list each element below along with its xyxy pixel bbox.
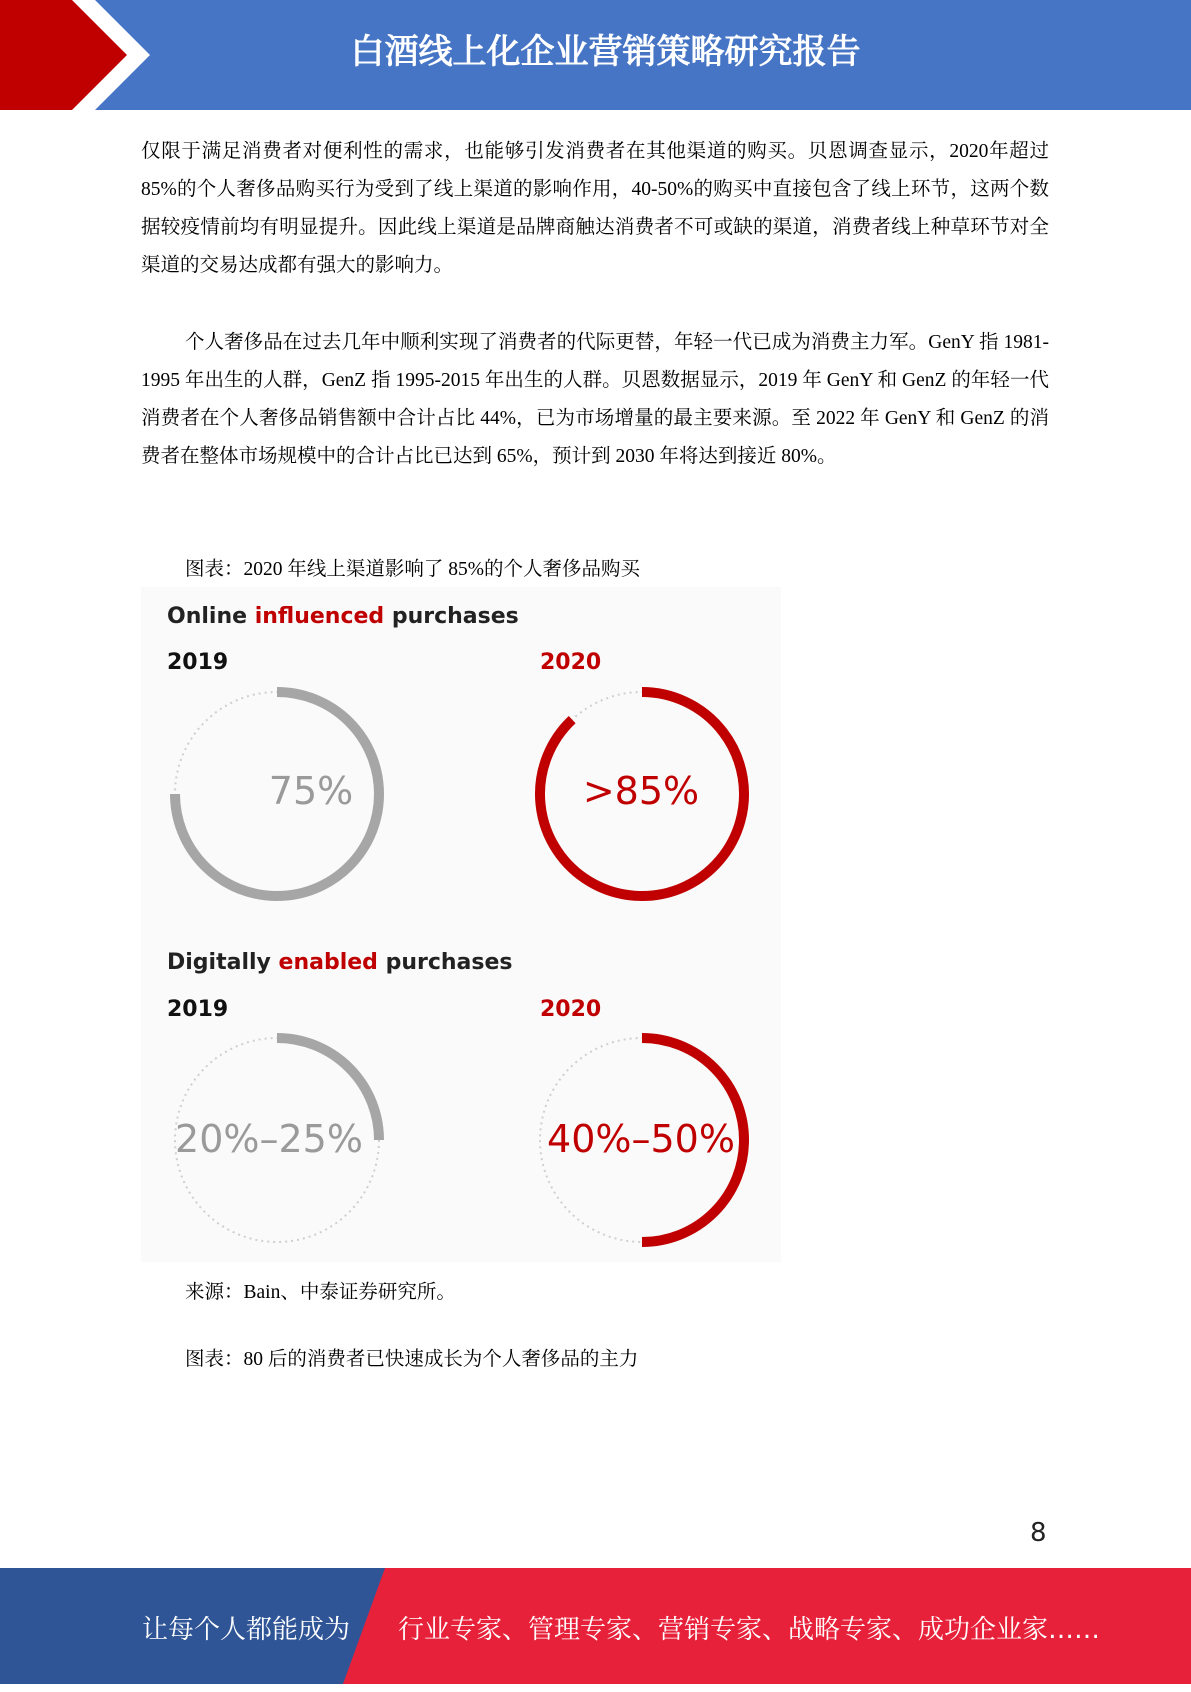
section-title-online: Online influenced purchases (167, 604, 519, 629)
body-paragraph-1: 仅限于满足消费者对便利性的需求，也能够引发消费者在其他渠道的购买。贝恩调查显示，2020年超过 85%的个人奢侈品购买行为受到了线上渠道的影响作用，40-50%的购买中直接包含了线上环节，这两个数据较疫情前均有明显提升。因此线上渠道是品牌商触达消费者不可或缺的渠道，消费者线上种草环节对全渠道的交易达成都有强大的影响力。 (141, 141, 1049, 276)
body-paragraph-2: 个人奢侈品在过去几年中顺利实现了消费者的代际更替，年轻一代已成为消费主力军。GenY 指 1981-1995 年出生的人群，GenZ 指 1995-2015 年出生的人群。贝恩数据显示，2019 年 GenY 和 GenZ 的年轻一代消费者在个人奢侈品销售额中合计占比 44%，已为市场增量的最主要来源。至 2022 年 GenY 和 GenZ 的消费者在整体市场规模中的合计占比已达到 65%，预计到 2030 年将达到接近 80%。 (141, 332, 1049, 467)
page-header (0, 0, 1191, 110)
figure-caption-2: 图表：80 后的消费者已快速成长为个人奢侈品的主力 (185, 1349, 639, 1370)
radial-infographic (141, 587, 781, 1262)
year-label: 2019 (167, 997, 229, 1022)
page-number: 8 (1030, 1518, 1047, 1548)
year-label: 2020 (540, 997, 602, 1022)
percent-label: 75% (268, 769, 354, 813)
figure-caption: 图表：2020 年线上渠道影响了 85%的个人奢侈品购买 (185, 559, 640, 580)
page-footer (0, 1568, 1191, 1684)
report-title: 白酒线上化企业营销策略研究报告 (350, 32, 861, 72)
source-note: 来源：Bain、中泰证券研究所。 (185, 1282, 456, 1303)
year-label: 2020 (540, 650, 602, 675)
footer-slogan-right: 行业专家、管理专家、营销专家、战略专家、成功企业家…… (398, 1615, 1101, 1645)
percent-label: 20%–25% (175, 1117, 363, 1161)
percent-label: >85% (582, 769, 700, 813)
section-title-digital: Digitally enabled purchases (167, 950, 513, 975)
percent-label: 40%–50% (547, 1117, 735, 1161)
year-label: 2019 (167, 650, 229, 675)
footer-slogan-left: 让每个人都能成为 (142, 1615, 351, 1645)
